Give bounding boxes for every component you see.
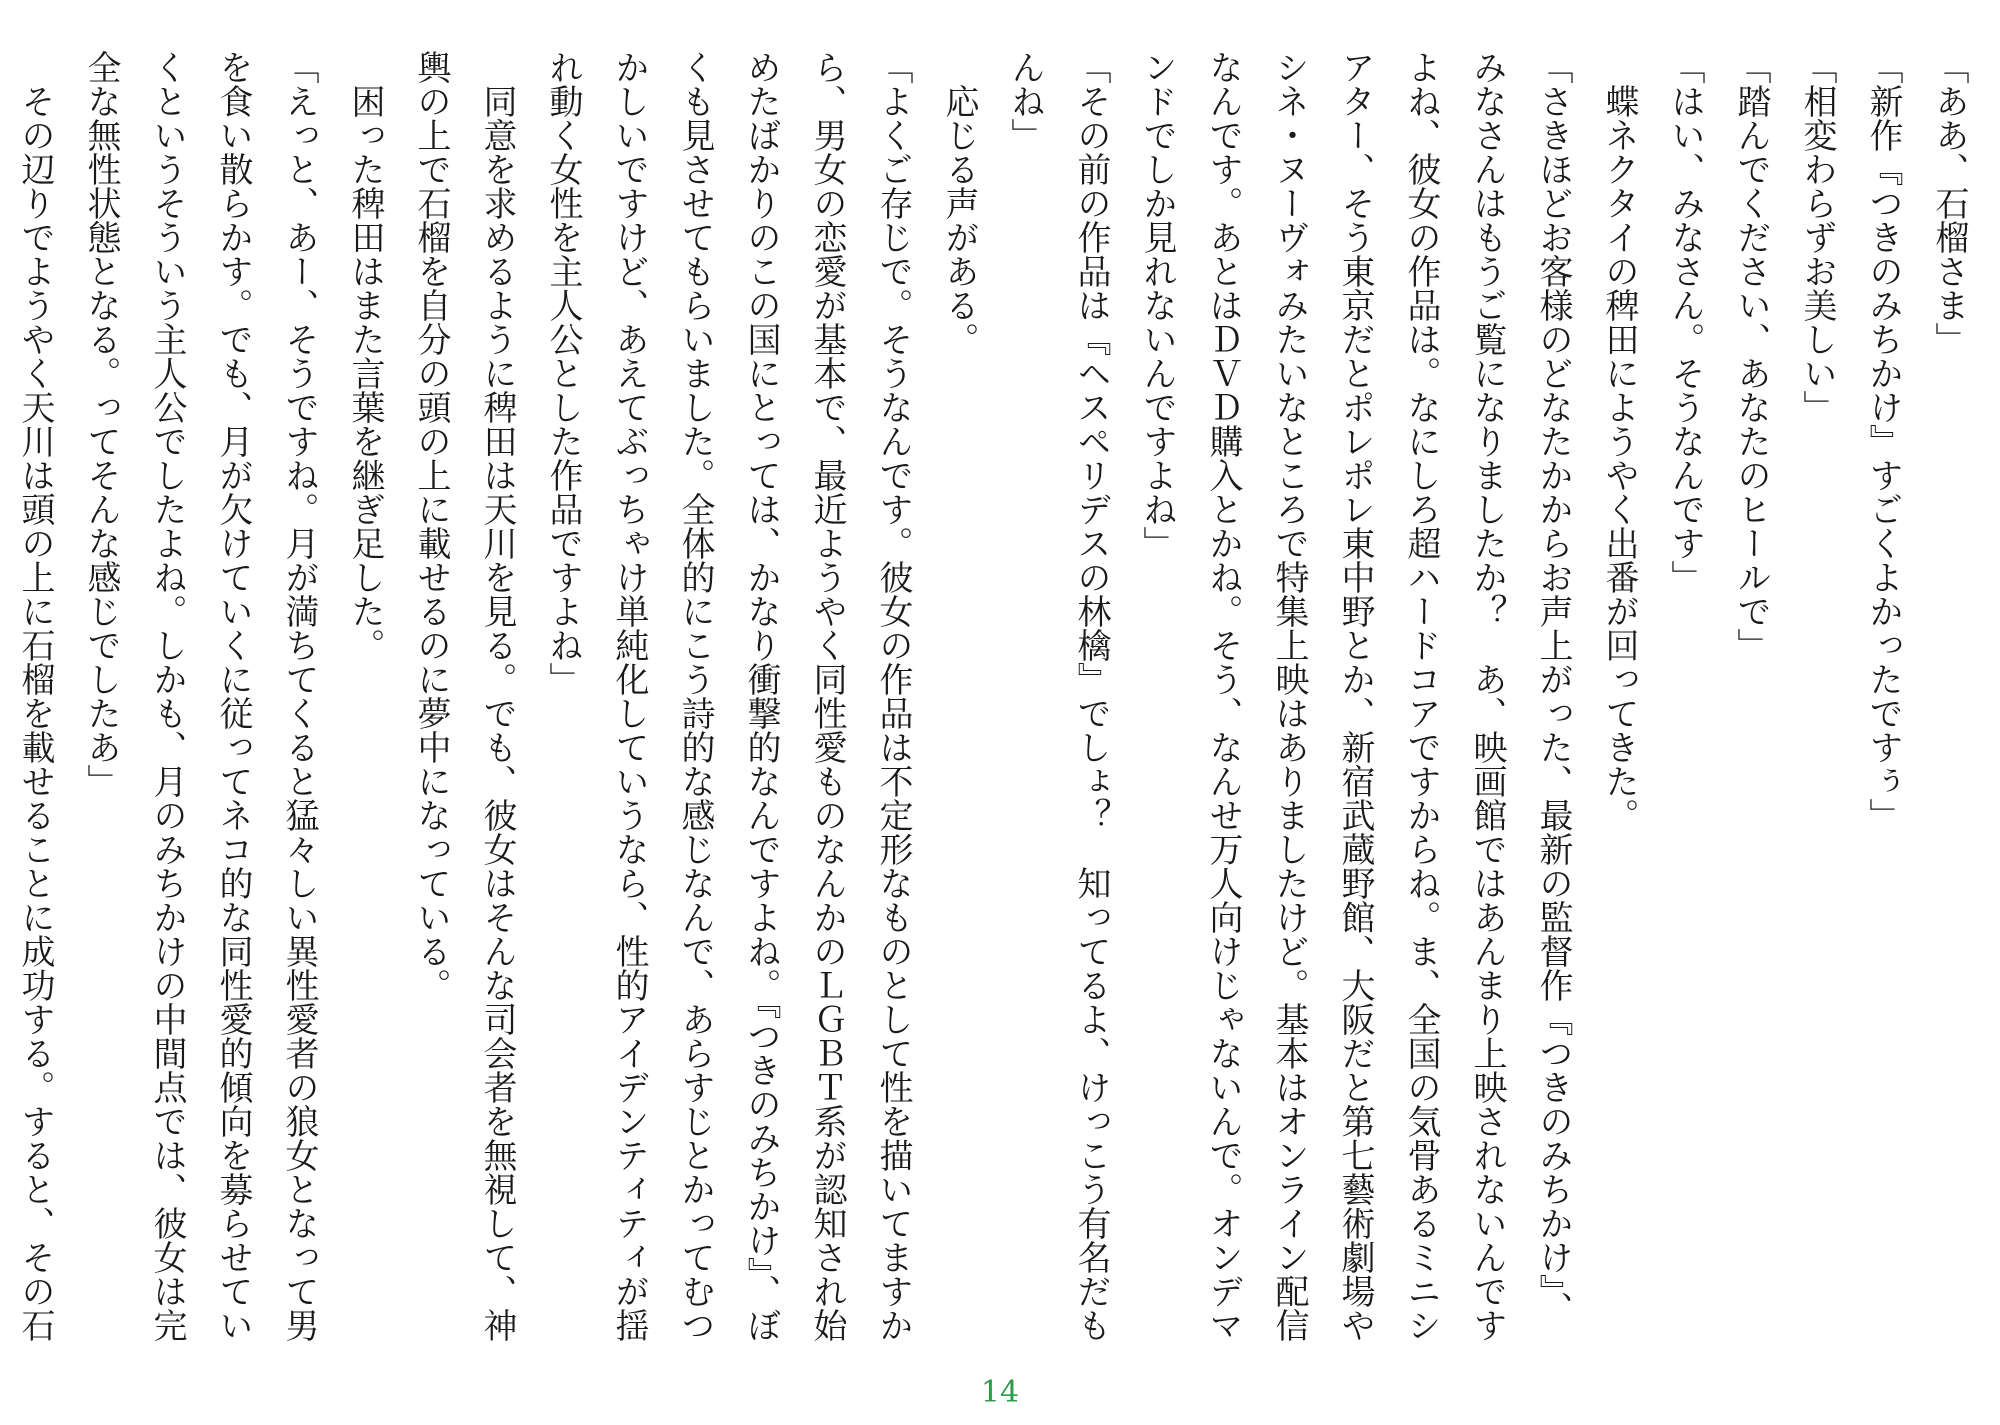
paragraph: 「ああ、石榴さま」: [1929, 50, 1969, 356]
paragraph: 「えっと、あー、そうですね。月が満ちてくると猛々しい異性愛者の狼女となって男を食い散らかす。でも、月が欠けていくに従ってネコ的な同性愛的傾向を募らせていくというそういう主人公でしたよね。しかも、月のみちかけの中間点では、彼女は完全な無性状態となる。ってそんな感じでしたあ」: [81, 50, 319, 1342]
body-text: [12, 50, 1982, 1350]
paragraph: 「踏んでください、あなたのヒールで」: [1731, 50, 1771, 662]
page-number: 14: [980, 1375, 1020, 1410]
paragraph: 「相変わらずお美しい」: [1797, 50, 1837, 424]
paragraph: 「はい、みなさん。そうなんです」: [1665, 50, 1705, 594]
paragraph: 「新作『つきのみちかけ』すごくよかったですぅ」: [1863, 50, 1903, 832]
paragraph: 「さきほどお客様のどなたかからお声上がった、最新の監督作『つきのみちかけ』、みなさんはもうご覧になりましたか？ あ、映画館ではあんまり上映されないんですよね、彼女の作品は。なにしろ超ハードコアですからね。ま、全国の気骨あるミニシアター、そう東京だとポレポレ東中野とか、新宿武蔵野館、大阪だと第七藝術劇場やシネ・ヌーヴォみたいなところで特集上映はありましたけど。基本はオンライン配信なんです。あとはＤＶＤ購入とかね。そう、なんせ万人向けじゃないんで。オンデマンドでしか見れないんですよね」: [1137, 50, 1573, 1342]
paragraph: 蝶ネクタイの稗田にようやく出番が回ってきた。: [1599, 50, 1639, 832]
paragraph: 応じる声がある。: [939, 50, 979, 356]
paragraph: 同意を求めるように稗田は天川を見る。でも、彼女はそんな司会者を無視して、神輿の上で石榴を自分の頭の上に載せるのに夢中になっている。: [411, 50, 517, 1342]
paragraph: 「その前の作品は『ヘスペリデスの林檎』でしょ？ 知ってるよ、けっこう有名だもんね」: [1005, 50, 1111, 1342]
paragraph: その辺りでようやく天川は頭の上に石榴を載せることに成功する。すると、その石: [15, 84, 55, 1342]
paragraph: 困った稗田はまた言葉を継ぎ足した。: [345, 50, 385, 662]
paragraph: 「よくご存じで。そうなんです。彼女の作品は不定形なものとして性を描いてますから、男女の恋愛が基本で、最近ようやく同性愛ものなんかのＬＧＢＴ系が認知され始めたばかりのこの国にとっては、かなり衝撃的なんですよね。『つきのみちかけ』、ぼくも見させてもらいました。全体的にこう詩的な感じなんで、あらすじとかってむつかしいですけど、あえてぶっちゃけ単純化していうなら、性的アイデンティティが揺れ動く女性を主人公とした作品ですよね」: [543, 50, 913, 1342]
